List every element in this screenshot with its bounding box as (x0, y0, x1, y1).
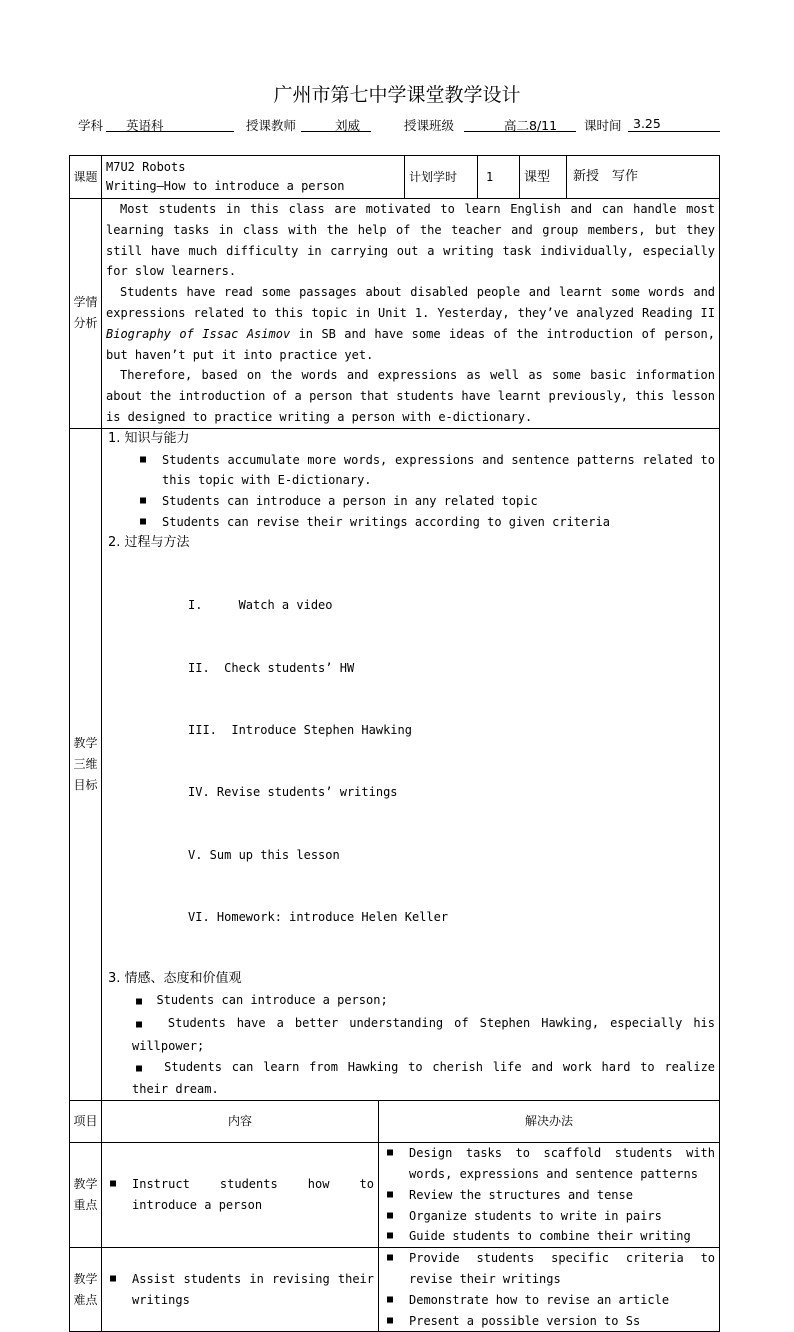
objectives-heading-3: 3. 情感、态度和价值观 (108, 971, 242, 987)
list-item: ■ Students can introduce a person; (136, 993, 388, 1008)
list-item: VI. Homework: introduce Helen Keller (188, 910, 449, 925)
subject-value: 英语科 (126, 118, 164, 133)
subject-label: 学科 (78, 118, 104, 133)
key-point-solutions (379, 1143, 720, 1248)
list-item: ■ Students can introduce a person in any related topic (132, 491, 715, 512)
type-cell (520, 156, 720, 199)
header-meta (78, 116, 720, 132)
list-item: ■ Provide students specific criteria to revise their writings (379, 1248, 715, 1290)
topic-cell (102, 156, 405, 199)
time-value: 3.25 (633, 116, 661, 131)
list-item: ■ Present a possible version to Ss (379, 1311, 715, 1332)
list-item: ■ Guide students to combine their writing (379, 1226, 715, 1247)
analysis-paragraph-3: Therefore, based on the words and expressions as well as some basic information about the introduction of a person that students have learnt previously, this lesson is designed to practice writing a person with e-dictionary. (106, 368, 716, 424)
class-value: 高二8/11 (504, 118, 558, 133)
analysis-paragraph-2 (102, 282, 719, 365)
analysis-p2-text: Students have read some passages about disabled people and learnt some words and expressions related to this topic in Unit 1. Yesterday, they’ve analyzed Reading II (106, 285, 716, 320)
attitude-list (132, 990, 715, 1100)
list-item: II. Check students’ HW (188, 660, 355, 675)
solution-header: 解决办法 (379, 1101, 720, 1143)
list-item: ■ Organize students to write in pairs (379, 1206, 715, 1227)
knowledge-list (132, 450, 715, 533)
item-label: 项目 (70, 1101, 102, 1143)
objectives-row (70, 428, 720, 1101)
list-item: ■ Design tasks to scaffold students with words, expressions and sentence patterns (379, 1143, 715, 1185)
list-item: ■ Assist students in revising their writings (102, 1269, 374, 1311)
key-point-label: 教学重点 (70, 1143, 102, 1248)
list-item: V. Sum up this lesson (188, 847, 340, 862)
key-point-row (70, 1143, 720, 1248)
analysis-label: 学情分析 (70, 199, 102, 429)
time-label: 课时间 (584, 118, 622, 133)
list-item: ■ Demonstrate how to revise an article (379, 1290, 715, 1311)
type-label: 课型 (520, 156, 567, 198)
analysis-p2-rest: in SB and have some ideas of the introduction of person, but haven’t put it into practice yet. (106, 326, 716, 362)
list-item: ■ Students accumulate more words, expressions and sentence patterns related to this topic with E-dictionary. (132, 450, 715, 492)
list-item: ■ Students can learn from Hawking to cherish life and work hard to realize their dream. (132, 1059, 716, 1097)
hours-label: 计划学时 (405, 156, 478, 199)
topic-label: 课题 (70, 156, 102, 199)
type-value: 新授 写作 (573, 168, 639, 184)
list-item: ■ Review the structures and tense (379, 1185, 715, 1206)
process-list (132, 554, 715, 970)
list-item: ■ Students have a better understanding of Stephen Hawking, especially his willpower; (132, 1016, 716, 1053)
difficulty-label: 教学难点 (70, 1248, 102, 1332)
topic-line2: Writing—How to introduce a person (106, 179, 345, 193)
list-item: ■ Students can revise their writings according to given criteria (132, 512, 715, 533)
analysis-row (70, 199, 720, 429)
content-header: 内容 (102, 1101, 379, 1143)
analysis-p2-italic: Biography of Issac Asimov (106, 326, 291, 341)
list-item: IV. Revise students’ writings (188, 785, 398, 800)
objectives-heading-2: 2. 过程与方法 (108, 534, 190, 550)
topic-row (70, 156, 720, 199)
objectives-cell (102, 428, 720, 1101)
hours-value: 1 (478, 156, 520, 199)
analysis-paragraph-1: Most students in this class are motivated to learn English and can handle most learning tasks in class with the help of the teacher and group members, but they still have much difficulty in carrying out a writing task individually, especially for slow learners. (106, 202, 716, 279)
class-label: 授课班级 (404, 118, 455, 133)
list-item: I. Watch a video (188, 598, 333, 613)
difficulty-row (70, 1248, 720, 1332)
topic-line1: M7U2 Robots (106, 160, 186, 174)
difficulty-solutions (379, 1248, 720, 1332)
subject-underline (106, 131, 234, 132)
page-title: 广州市第七中学课堂教学设计 (273, 84, 521, 106)
teacher-value: 刘威 (335, 118, 361, 133)
objectives-label: 教学三维目标 (70, 428, 102, 1101)
analysis-cell (102, 199, 720, 429)
key-point-content (102, 1143, 379, 1248)
objectives-heading-1: 1. 知识与能力 (108, 430, 190, 446)
time-underline (628, 131, 720, 132)
grid-header-row (70, 1101, 720, 1143)
difficulty-content (102, 1248, 379, 1332)
list-item: ■ Instruct students how to introduce a person (102, 1174, 374, 1216)
list-item: III. Introduce Stephen Hawking (188, 722, 412, 737)
teacher-label: 授课教师 (246, 118, 297, 133)
lesson-plan-table (69, 155, 720, 1332)
